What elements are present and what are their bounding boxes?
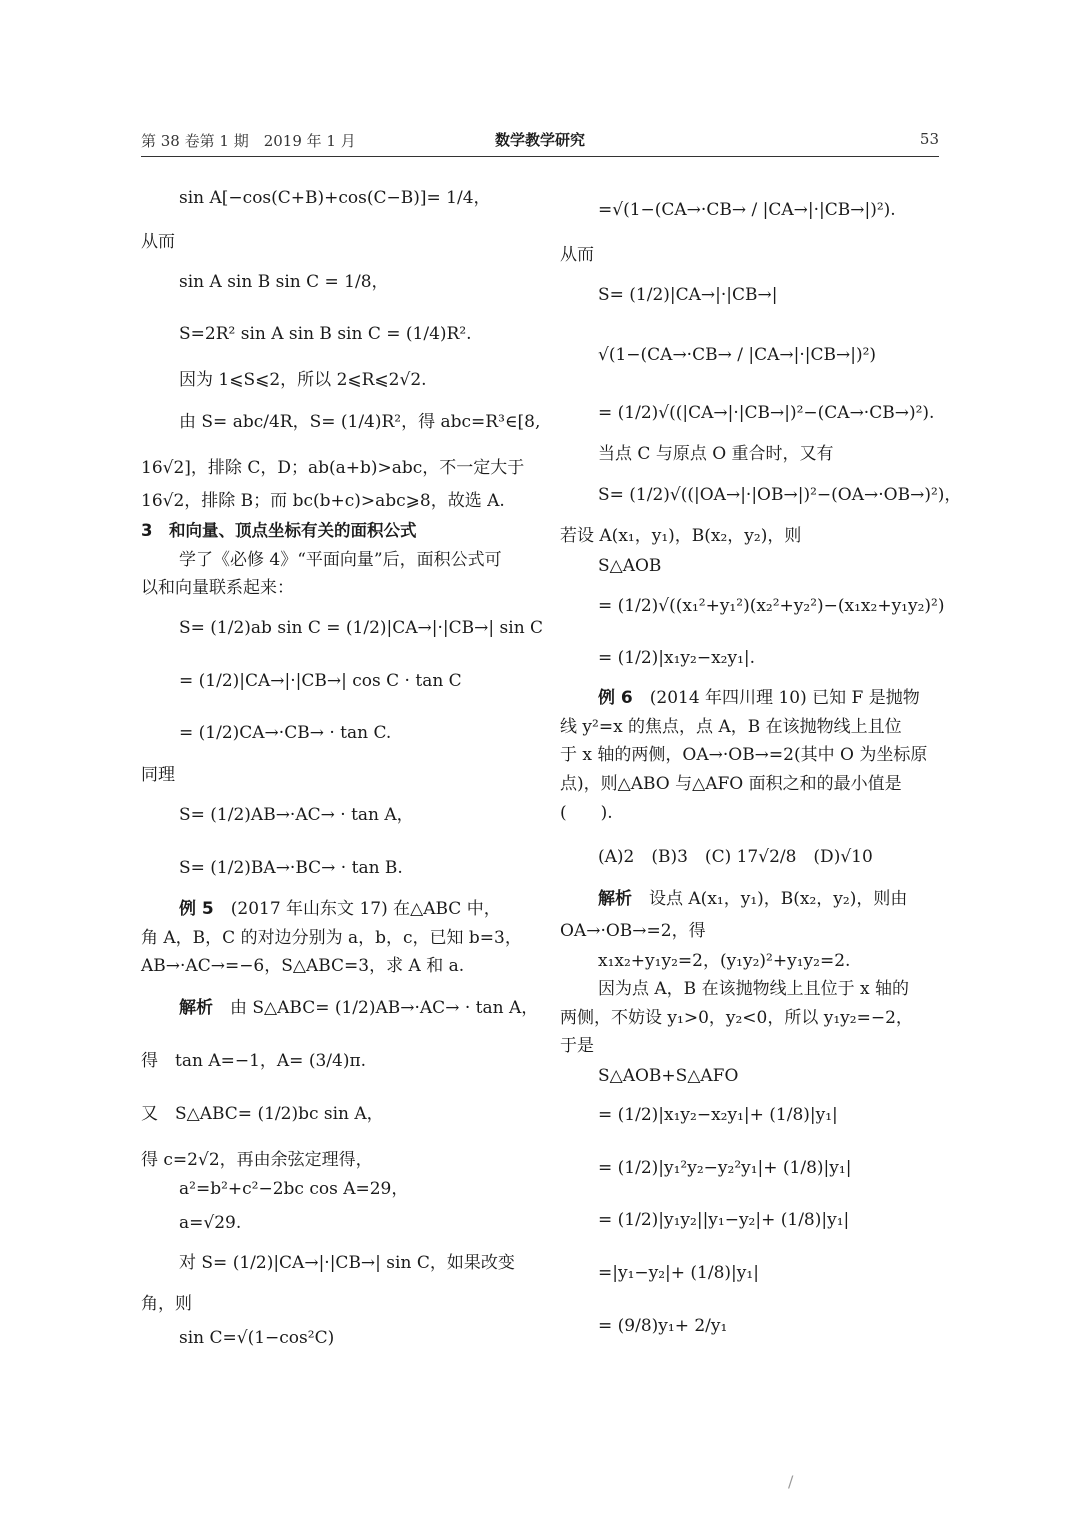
- solution-line: 解析 由 S△ABC= (1/2)AB→·AC→ · tan A，: [179, 998, 539, 1018]
- text-line: 角 A，B，C 的对边分别为 a，b，c，已知 b=3，: [141, 928, 522, 948]
- example-line: 例 6 (2014 年四川理 10) 已知 F 是抛物: [598, 688, 920, 708]
- text-line: 从而: [141, 232, 175, 252]
- answer-choices: (A)2 (B)3 (C) 17√2/8 (D)√10: [598, 847, 873, 867]
- text-line: 角，则: [141, 1294, 192, 1314]
- label-emphasis: 例 6: [598, 688, 633, 708]
- text-line: ( ).: [560, 803, 613, 823]
- formula-line: S=2R² sin A sin B sin C = (1/4)R².: [179, 324, 472, 344]
- formula-line: 得 tan A=−1，A= (3/4)π.: [141, 1051, 367, 1071]
- footer-mark: /: [788, 1472, 794, 1491]
- text-line: 因为 1⩽S⩽2，所以 2⩽R⩽2√2.: [179, 370, 427, 390]
- formula-line: S△AOB+S△AFO: [598, 1066, 739, 1086]
- formula-line: = (1/2)√((x₁²+y₁²)(x₂²+y₂²)−(x₁x₂+y₁y₂)²): [598, 596, 945, 616]
- text-line: 得 c=2√2，再由余弦定理得，: [141, 1150, 373, 1170]
- formula-line: sin C=√(1−cos²C): [179, 1328, 335, 1348]
- formula-line: S= (1/2)BA→·BC→ · tan B.: [179, 858, 403, 878]
- formula-line: = (1/2)|x₁y₂−x₂y₁|+ (1/8)|y₁|: [598, 1105, 838, 1125]
- formula-line: a²=b²+c²−2bc cos A=29，: [179, 1179, 409, 1199]
- text-line: 因为点 A，B 在该抛物线上且位于 x 轴的: [598, 979, 909, 999]
- page-number: 53: [919, 130, 939, 148]
- formula-line: = (1/2)|x₁y₂−x₂y₁|.: [598, 648, 756, 668]
- formula-line: sin A[−cos(C+B)+cos(C−B)]= 1/4，: [179, 188, 491, 208]
- journal-title: 数学教学研究: [494, 131, 585, 149]
- formula-line: = (9/8)y₁+ 2/y₁: [598, 1316, 728, 1336]
- section-heading: 3 和向量、顶点坐标有关的面积公式: [141, 521, 417, 540]
- text-line: 线 y²=x 的焦点，点 A，B 在该抛物线上且位: [560, 717, 902, 737]
- formula-line: = (1/2)CA→·CB→ · tan C.: [179, 723, 392, 743]
- formula-line: =|y₁−y₂|+ (1/8)|y₁|: [598, 1263, 759, 1283]
- formula-line: S= (1/2)|CA→|·|CB→|: [598, 285, 778, 305]
- formula-line: x₁x₂+y₁y₂=2，(y₁y₂)²+y₁y₂=2.: [598, 951, 851, 971]
- text-line: OA→·OB→=2，得: [560, 921, 706, 941]
- label-emphasis: 例 5: [179, 899, 214, 919]
- journal-issue: 第 38 卷第 1 期 2019 年 1 月: [141, 132, 356, 150]
- formula-line: S= (1/2)AB→·AC→ · tan A，: [179, 805, 414, 825]
- formula-line: √(1−(CA→·CB→ / |CA→|·|CB→|)²): [598, 345, 877, 365]
- text-line: AB→·AC→=−6，S△ABC=3，求 A 和 a.: [141, 956, 465, 976]
- text-line: 于 x 轴的两侧，OA→·OB→=2(其中 O 为坐标原: [560, 745, 928, 765]
- label-emphasis: 解析: [598, 889, 632, 909]
- text-line: 学了《必修 4》“平面向量”后，面积公式可: [179, 550, 502, 570]
- text-line: 从而: [560, 245, 594, 265]
- label-emphasis: 解析: [179, 998, 213, 1018]
- text-line: 16√2，排除 B；而 bc(b+c)>abc⩾8，故选 A.: [141, 491, 505, 511]
- text-line: 对 S= (1/2)|CA→|·|CB→| sin C，如果改变: [179, 1253, 515, 1273]
- formula-line: sin A sin B sin C = 1/8，: [179, 272, 389, 292]
- formula-line: a=√29.: [179, 1213, 242, 1233]
- text-line: 以和向量联系起来：: [141, 578, 294, 598]
- text-line: 若设 A(x₁，y₁)，B(x₂，y₂)，则: [560, 526, 802, 546]
- formula-line: S= (1/2)√((|OA→|·|OB→|)²−(OA→·OB→)²)，: [598, 485, 962, 505]
- formula-line: = (1/2)|y₁y₂||y₁−y₂|+ (1/8)|y₁|: [598, 1210, 850, 1230]
- example-line: 例 5 (2017 年山东文 17) 在△ABC 中，: [179, 899, 501, 919]
- formula-line: =√(1−(CA→·CB→ / |CA→|·|CB→|)²).: [598, 200, 896, 220]
- text-line: 当点 C 与原点 O 重合时，又有: [598, 444, 834, 464]
- text-line: 同理: [141, 765, 175, 785]
- text-line: 两侧，不妨设 y₁>0，y₂<0，所以 y₁y₂=−2，: [560, 1008, 913, 1028]
- page-header: [141, 128, 939, 157]
- solution-line: 解析 设点 A(x₁，y₁)，B(x₂，y₂)，则由: [598, 889, 908, 909]
- formula-line: = (1/2)√((|CA→|·|CB→|)²−(CA→·CB→)²).: [598, 403, 935, 423]
- text-line: 由 S= abc/4R，S= (1/4)R²，得 abc=R³∈[8,: [179, 412, 541, 432]
- text-line: 于是: [560, 1036, 594, 1056]
- text-line: 16√2]，排除 C，D；ab(a+b)>abc，不一定大于: [141, 458, 525, 478]
- formula-line: 又 S△ABC= (1/2)bc sin A，: [141, 1104, 384, 1124]
- formula-line: = (1/2)|y₁²y₂−y₂²y₁|+ (1/8)|y₁|: [598, 1158, 852, 1178]
- formula-line: S= (1/2)ab sin C = (1/2)|CA→|·|CB→| sin C: [179, 618, 544, 638]
- formula-line: S△AOB: [598, 556, 662, 576]
- text-line: 点)，则△ABO 与△AFO 面积之和的最小值是: [560, 774, 902, 794]
- formula-line: = (1/2)|CA→|·|CB→| cos C · tan C: [179, 671, 462, 691]
